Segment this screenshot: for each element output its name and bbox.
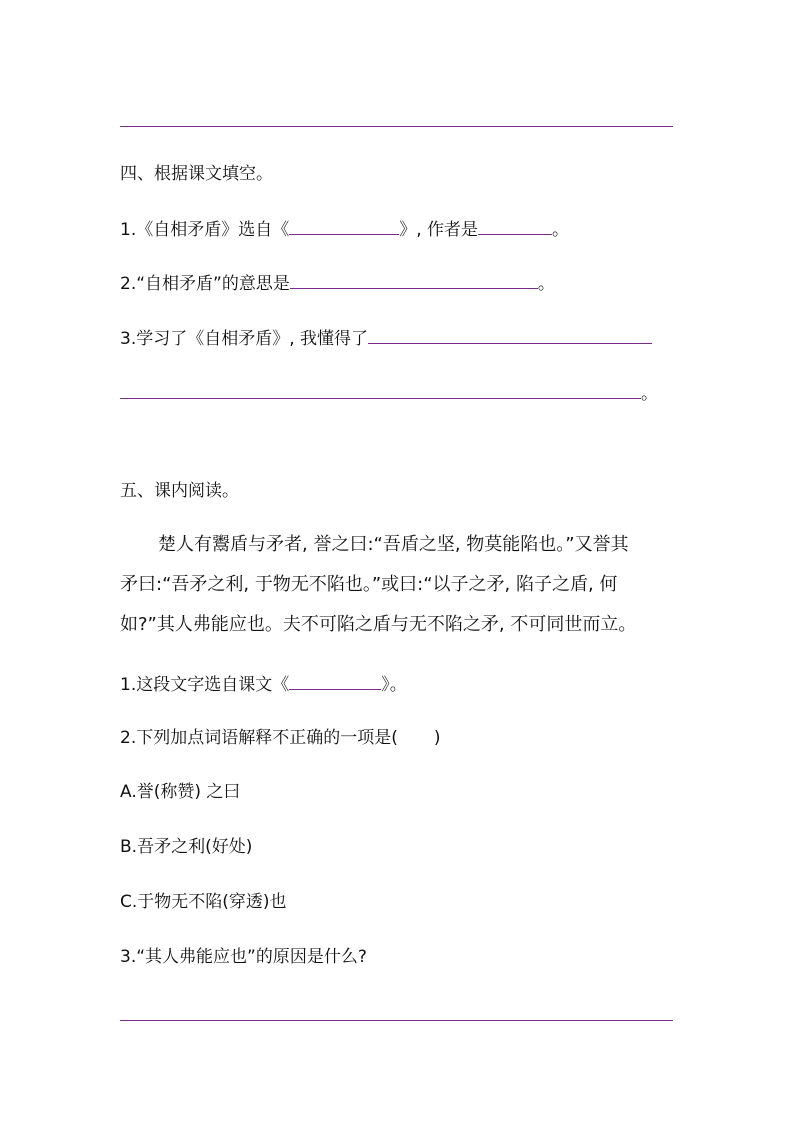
- lesson-learned-blank[interactable]: [368, 325, 652, 344]
- passage-line-1: 楚人有鬻盾与矛者, 誉之曰:“吾盾之坚, 物莫能陷也。”又誉其: [158, 534, 629, 555]
- book-title-blank[interactable]: [289, 216, 399, 235]
- passage-line-2: 矛曰:“吾矛之利, 于物无不陷也。”或曰:“以子之矛, 陷子之盾, 何: [120, 574, 618, 595]
- bottom-answer-line[interactable]: [120, 1020, 673, 1021]
- option-a: A.誉(称赞) 之曰: [120, 782, 241, 802]
- section-4-question-3-continuation: 。: [120, 380, 658, 406]
- section-4-heading: 四、根据课文填空。: [120, 164, 273, 184]
- section-4-question-2: 2.“自相矛盾”的意思是 。: [120, 270, 555, 296]
- section-5-heading: 五、课内阅读。: [120, 481, 239, 501]
- section-5-question-2: 2.下列加点词语解释不正确的一项是( ): [120, 728, 441, 748]
- section-4-question-1: 1.《自相矛盾》选自《 》, 作者是 。: [120, 216, 569, 242]
- top-answer-line: [120, 126, 673, 127]
- passage-line-3: 如?”其人弗能应也。夫不可陷之盾与无不陷之矛, 不可同世而立。: [120, 614, 637, 635]
- option-c: C.于物无不陷(穿透)也: [120, 892, 287, 912]
- lesson-learned-blank-line-2[interactable]: [120, 380, 641, 399]
- section-5-question-1: 1.这段文字选自课文《 》。: [120, 671, 407, 697]
- section-4-question-3: 3.学习了《自相矛盾》, 我懂得了: [120, 325, 652, 351]
- author-blank[interactable]: [478, 216, 552, 235]
- section-5-question-3: 3.“其人弗能应也”的原因是什么?: [120, 947, 367, 967]
- meaning-blank[interactable]: [290, 270, 538, 289]
- option-b: B.吾矛之利(好处): [120, 837, 253, 857]
- lesson-title-blank[interactable]: [289, 671, 381, 690]
